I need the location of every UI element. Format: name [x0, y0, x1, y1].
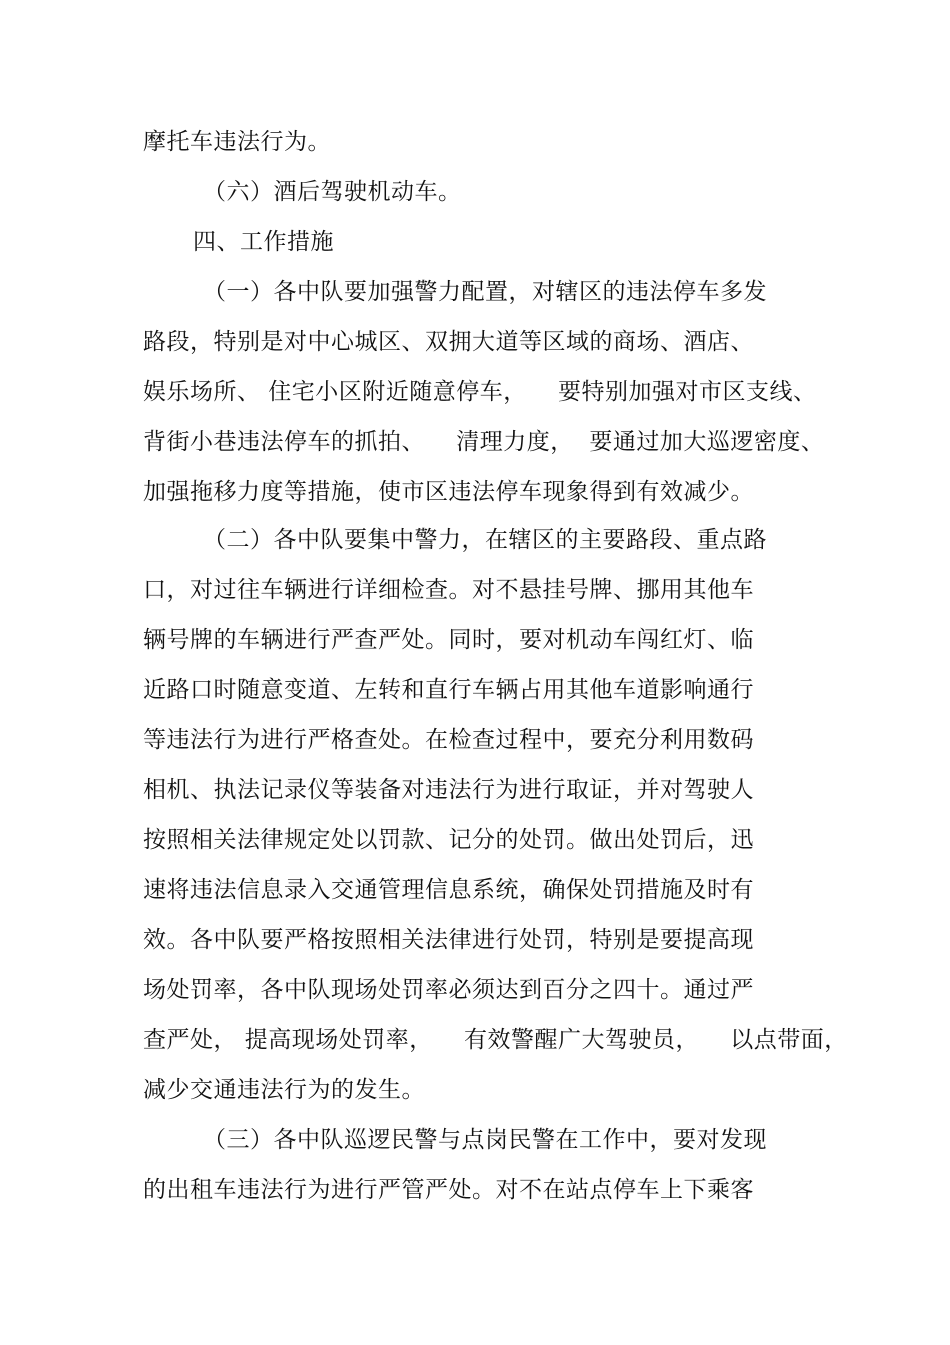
text-line: 效。各中队要严格按照相关法律进行处罚，特别是要提高现 — [143, 927, 754, 953]
text-line: 娱乐场所、 住宅小区附近随意停车， 要特别加强对市区支线、 — [143, 379, 817, 405]
text-line: 查严处， 提高现场处罚率， 有效警醒广大驾驶员， 以点带面， — [143, 1027, 848, 1053]
paragraph-three-start: （三）各中队巡逻民警与点岗民警在工作中，要对发现 — [203, 1127, 767, 1153]
text-line: 背街小巷违法停车的抓拍、 清理力度， 要通过加大巡逻密度、 — [143, 429, 825, 455]
text-line: 路段，特别是对中心城区、双拥大道等区域的商场、酒店、 — [143, 329, 754, 355]
text-line: 减少交通违法行为的发生。 — [143, 1077, 425, 1103]
text-line: 口，对过往车辆进行详细检查。对不悬挂号牌、挪用其他车 — [143, 577, 754, 603]
text-line: 加强拖移力度等措施，使市区违法停车现象得到有效减少。 — [143, 479, 754, 505]
text-line: 等违法行为进行严格查处。在检查过程中，要充分利用数码 — [143, 727, 754, 753]
list-item-six: （六）酒后驾驶机动车。 — [203, 179, 462, 205]
text-line: 近路口时随意变道、左转和直行车辆占用其他车道影响通行 — [143, 677, 754, 703]
text-line: 辆号牌的车辆进行严查严处。同时，要对机动车闯红灯、临 — [143, 627, 754, 653]
text-line: 速将违法信息录入交通管理信息系统，确保处罚措施及时有 — [143, 877, 754, 903]
text-line: 摩托车违法行为。 — [143, 129, 331, 155]
paragraph-one-start: （一）各中队要加强警力配置，对辖区的违法停车多发 — [203, 279, 767, 305]
paragraph-two-start: （二）各中队要集中警力，在辖区的主要路段、重点路 — [203, 527, 767, 553]
text-line: 按照相关法律规定处以罚款、记分的处罚。做出处罚后，迅 — [143, 827, 754, 853]
text-line: 相机、执法记录仪等装备对违法行为进行取证，并对驾驶人 — [143, 777, 754, 803]
section-heading: 四、工作措施 — [193, 229, 334, 255]
text-line: 场处罚率，各中队现场处罚率必须达到百分之四十。通过严 — [143, 977, 754, 1003]
text-line: 的出租车违法行为进行严管严处。对不在站点停车上下乘客 — [143, 1177, 754, 1203]
